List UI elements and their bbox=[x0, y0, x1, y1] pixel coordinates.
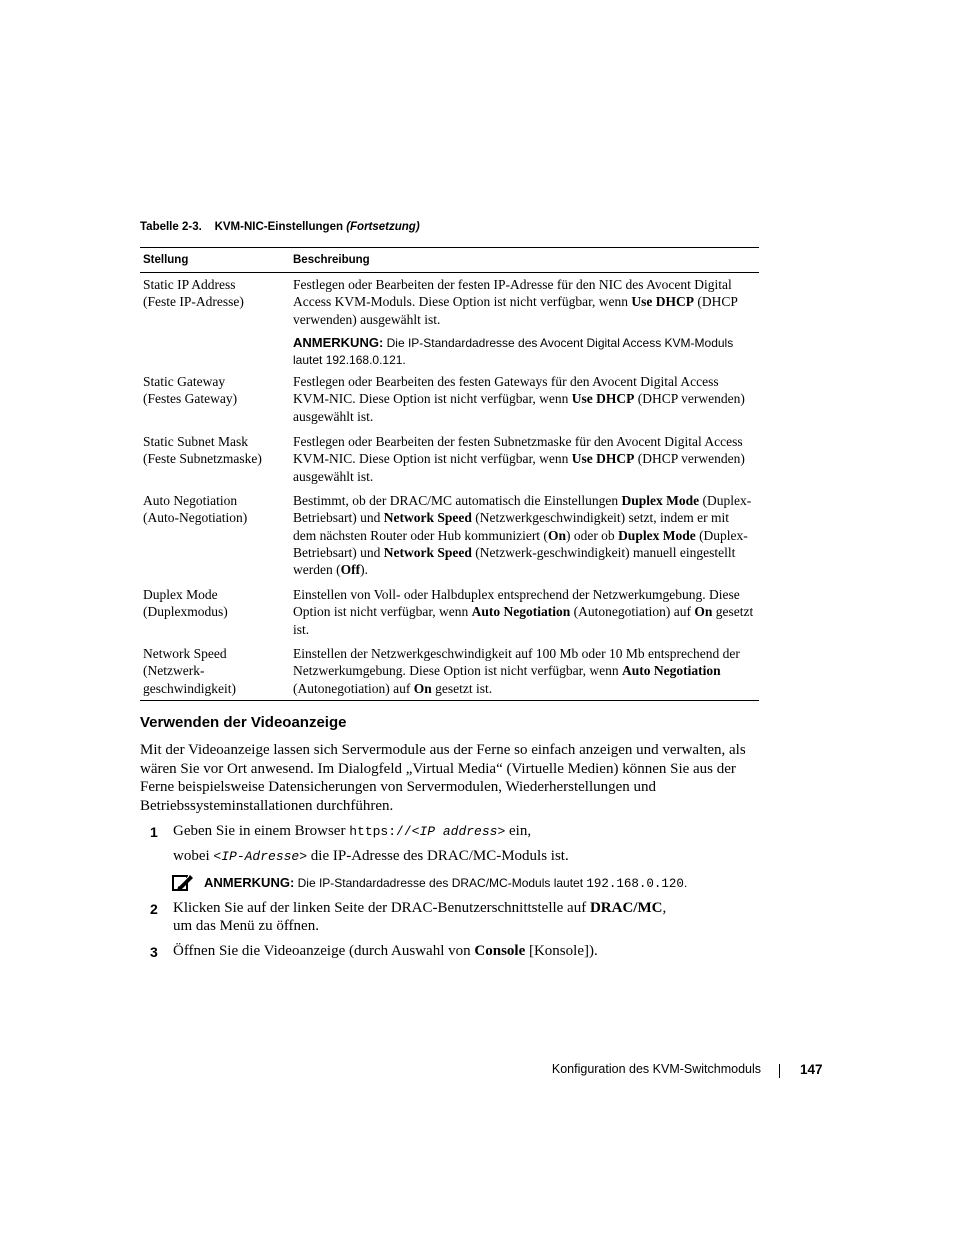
table-row bbox=[140, 370, 759, 430]
description-cell bbox=[293, 642, 759, 700]
description-text: gesetzt ist. bbox=[431, 680, 493, 696]
step-2-line2: um das Menü zu öffnen. bbox=[173, 918, 319, 934]
step-number: 1 bbox=[150, 824, 158, 840]
description-bold: Auto Negotiation bbox=[622, 663, 721, 679]
table-row bbox=[140, 642, 759, 700]
description-text: (Duplex-Betriebsart) und bbox=[293, 493, 752, 526]
setting-cell bbox=[140, 273, 293, 370]
description-bold: Use DHCP bbox=[571, 451, 635, 467]
setting-cell bbox=[140, 642, 293, 700]
description-text: (Netzwerkgeschwindigkeit) setzt, indem er mit dem nächsten Router oder Hub kommuniziert ( bbox=[293, 510, 730, 543]
step-bold: DRAC/MC bbox=[589, 900, 663, 916]
setting-cell bbox=[140, 370, 293, 430]
setting-name-de: (Auto-Negotiation) bbox=[143, 510, 248, 526]
settings-table bbox=[140, 247, 759, 701]
description-cell bbox=[293, 370, 759, 430]
description-text: ) oder ob bbox=[565, 527, 619, 543]
page-number: 147 bbox=[800, 1062, 823, 1077]
description-bold: Off bbox=[340, 562, 361, 578]
note-label: ANMERKUNG: bbox=[204, 875, 295, 890]
description-text: gesetzt ist. bbox=[293, 604, 754, 637]
table-row bbox=[140, 273, 759, 370]
footer-title: Konfiguration des KVM-Switchmoduls bbox=[551, 1062, 761, 1076]
description-text: Einstellen von Voll- oder Halbduplex entsprechend der Netzwerkumgebung. Diese Option ist nicht verfügbar, wenn bbox=[293, 587, 740, 620]
note-text: Die IP-Standardadresse des DRAC/MC-Moduls lautet bbox=[294, 876, 587, 890]
step-1-text bbox=[173, 822, 531, 842]
description-text: (Netzwerk-geschwindigkeit) manuell eingestellt werden ( bbox=[293, 544, 736, 578]
description-text: (DHCP verwenden) ausgewählt ist. bbox=[293, 391, 745, 424]
description-text: Festlegen oder Bearbeiten des festen Gateways für den Avocent Digital Access KVM-NIC. Diese Option ist nicht verfügbar, wenn bbox=[293, 374, 719, 407]
section-title: Verwenden der Videoanzeige bbox=[140, 714, 347, 731]
footer-separator bbox=[779, 1064, 780, 1078]
caption-label: Tabelle 2-3. bbox=[140, 221, 202, 233]
step-text: Geben Sie in einem Browser bbox=[173, 823, 350, 839]
description-bold: Use DHCP bbox=[571, 391, 635, 407]
step-text: ein, bbox=[505, 823, 532, 839]
setting-name-de: (Netzwerk-geschwindigkeit) bbox=[143, 663, 236, 696]
description-text: Bestimmt, ob der DRAC/MC automatisch die Einstellungen bbox=[293, 493, 622, 508]
step-number: 3 bbox=[150, 944, 158, 960]
description-bold: On bbox=[547, 527, 566, 543]
url-placeholder-code: <IP address> bbox=[411, 824, 506, 839]
step-text: Klicken Sie auf der linken Seite der DRAC-Benutzerschnittstelle auf bbox=[173, 900, 590, 916]
setting-name-de: (Duplexmodus) bbox=[143, 604, 228, 620]
description-bold: Network Speed bbox=[383, 544, 472, 560]
step-text: wobei bbox=[173, 848, 214, 864]
url-code: https:// bbox=[349, 824, 412, 839]
description-bold: Network Speed bbox=[383, 510, 472, 526]
step-text: , bbox=[662, 900, 667, 916]
description-bold: Auto Negotiation bbox=[471, 604, 571, 620]
description-cell bbox=[293, 430, 759, 489]
step-bold: Console bbox=[474, 943, 526, 959]
caption-continued: (Fortsetzung) bbox=[346, 221, 420, 233]
setting-name-de: (Feste IP-Adresse) bbox=[143, 294, 244, 310]
setting-name-de: (Feste Subnetzmaske) bbox=[143, 451, 262, 467]
row-note bbox=[293, 334, 755, 369]
description-text: Festlegen oder Bearbeiten der festen Subnetzmaske für den Avocent Digital Access KVM-NIC. Diese Option ist nicht verfügbar, wenn bbox=[293, 434, 743, 467]
description-bold: On bbox=[694, 604, 713, 620]
description-text: (Autonegotiation) auf bbox=[293, 680, 414, 696]
step-1-line2 bbox=[173, 847, 569, 867]
header-setting: Stellung bbox=[143, 254, 189, 266]
table-caption bbox=[140, 221, 420, 233]
table-header bbox=[140, 248, 759, 273]
step-text: [Konsole]). bbox=[525, 943, 598, 959]
description-bold: Use DHCP bbox=[631, 294, 695, 310]
setting-cell bbox=[140, 430, 293, 489]
ip-code: 192.168.0.120 bbox=[586, 877, 684, 891]
setting-name: Duplex Mode bbox=[143, 587, 218, 602]
ip-placeholder-code: <IP-Adresse> bbox=[213, 849, 308, 864]
description-bold: Duplex Mode bbox=[621, 493, 700, 508]
description-text: (Autonegotiation) auf bbox=[570, 604, 695, 620]
description-bold: On bbox=[413, 680, 432, 696]
table-row bbox=[140, 430, 759, 489]
description-text: Einstellen der Netzwerkgeschwindigkeit auf 100 Mb oder 10 Mb entsprechend der Netzwerkumgebung. Diese Option ist nicht verfügbar, wenn bbox=[293, 646, 740, 679]
step-note bbox=[204, 875, 687, 891]
caption-title: KVM-NIC-Einstellungen bbox=[214, 221, 343, 233]
description-text: (Duplex-Betriebsart) und bbox=[293, 527, 748, 560]
setting-name: Static IP Address bbox=[143, 277, 236, 292]
setting-name: Auto Negotiation bbox=[143, 493, 238, 508]
setting-name: Static Subnet Mask bbox=[143, 434, 248, 449]
table-row bbox=[140, 583, 759, 642]
step-3-text bbox=[173, 942, 598, 961]
description-text: (DHCP verwenden) ausgewählt ist. bbox=[293, 451, 745, 484]
note-text: . bbox=[683, 876, 688, 890]
description-text: Festlegen oder Bearbeiten der festen IP-Adresse für den NIC des Avocent Digital Access KVM-Moduls. Diese Option ist nicht verfügbar, wenn bbox=[293, 277, 732, 310]
setting-name-de: (Festes Gateway) bbox=[143, 391, 238, 407]
step-text: die IP-Adresse des DRAC/MC-Moduls ist. bbox=[307, 848, 569, 864]
note-text: Die IP-Standardadresse des Avocent Digital Access KVM-Moduls lautet 192.168.0.121. bbox=[293, 335, 734, 367]
description-cell bbox=[293, 273, 759, 370]
description-text: ). bbox=[360, 562, 368, 578]
setting-cell bbox=[140, 583, 293, 642]
description-bold: Duplex Mode bbox=[618, 527, 696, 543]
setting-cell bbox=[140, 489, 293, 583]
table-row bbox=[140, 489, 759, 583]
step-text: Öffnen Sie die Videoanzeige (durch Auswahl von bbox=[173, 943, 475, 959]
setting-name: Network Speed bbox=[143, 646, 227, 661]
step-2-text bbox=[173, 899, 666, 918]
setting-name: Static Gateway bbox=[143, 374, 226, 389]
step-number: 2 bbox=[150, 901, 158, 917]
intro-paragraph: Mit der Videoanzeige lassen sich Servermodule aus der Ferne so einfach anzeigen und verwalten, als wären Sie vor Ort anwesend. Im Dialogfeld „Virtual Media“ (Virtuelle Medien) können Sie aus der Ferne beispielsweise Datensicherungen von Servermodulen, Wiederherstellungen und Betriebssysteminstallationen durchführen. bbox=[140, 742, 746, 814]
description-text: (DHCP verwenden) ausgewählt ist. bbox=[293, 294, 738, 327]
note-label: ANMERKUNG: bbox=[293, 334, 384, 350]
description-cell bbox=[293, 489, 759, 583]
description-cell bbox=[293, 583, 759, 642]
header-description: Beschreibung bbox=[293, 254, 370, 266]
pencil-note-icon bbox=[172, 873, 194, 893]
